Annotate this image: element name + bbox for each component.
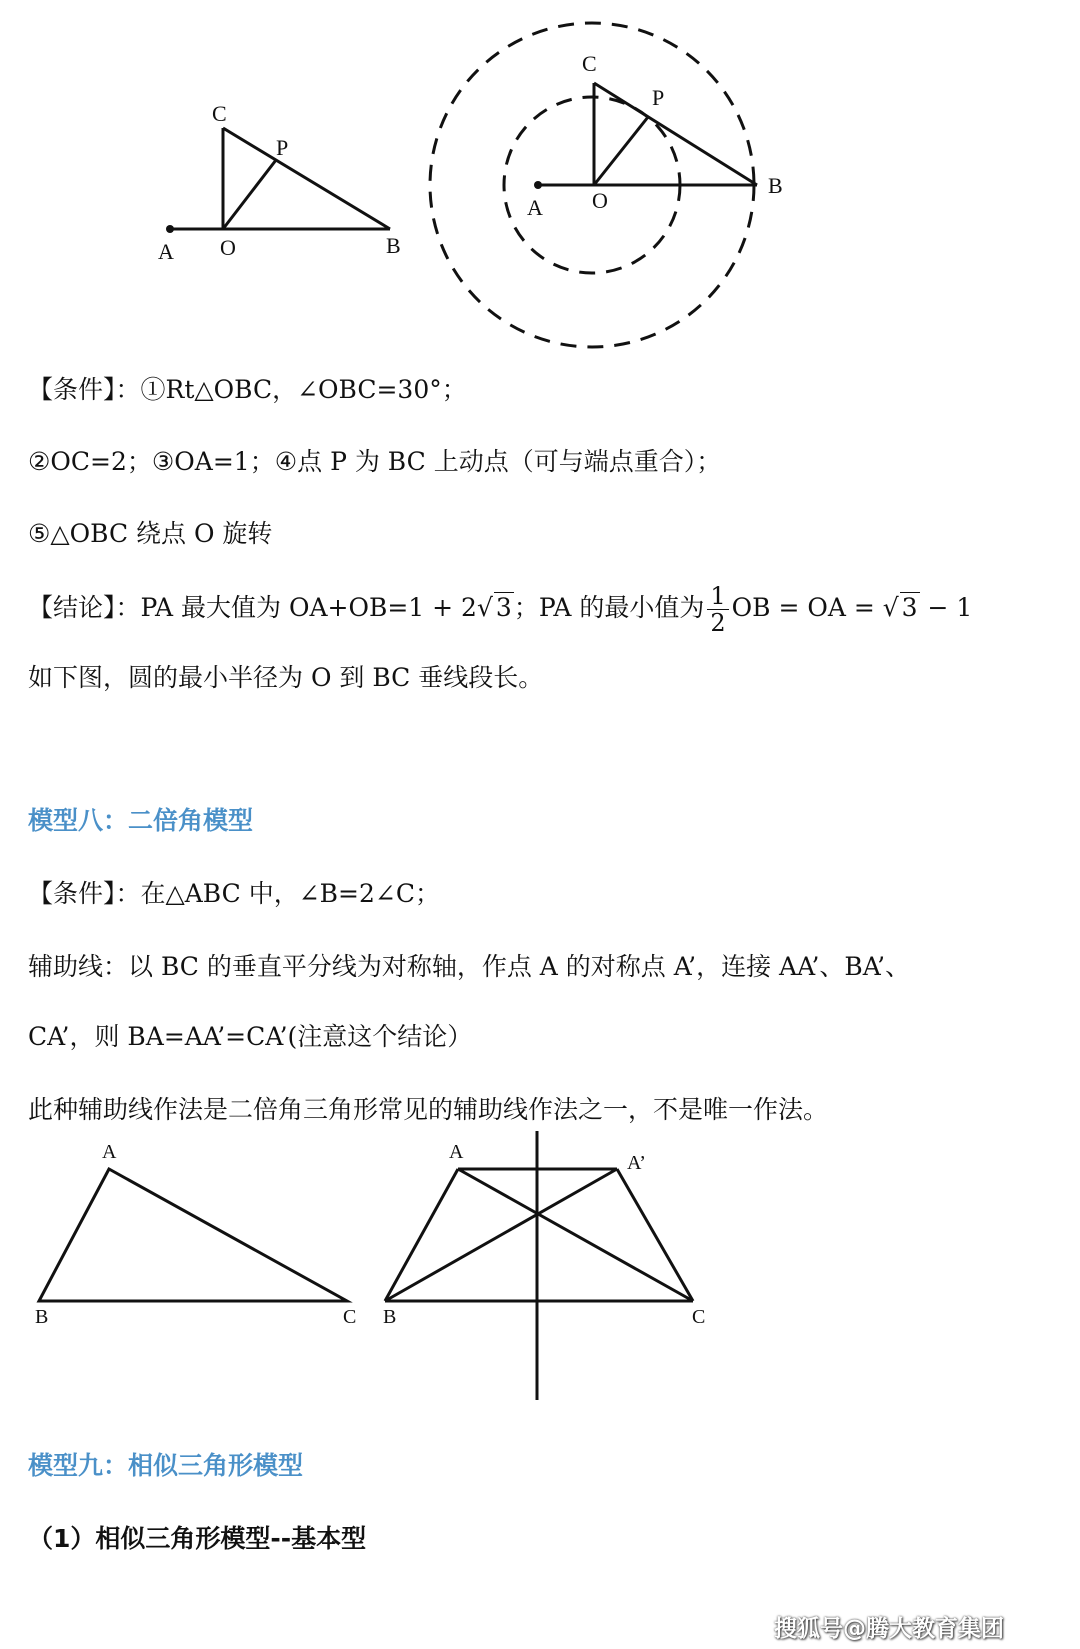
condition-label: 【条件】 bbox=[28, 375, 116, 404]
label-c: C bbox=[212, 101, 227, 126]
segment-cb bbox=[223, 128, 390, 229]
label-c: C bbox=[582, 51, 597, 76]
figure-triangle-obc bbox=[140, 95, 430, 275]
model-9-heading: 模型九：相似三角形模型 bbox=[28, 1451, 304, 1480]
figure-double-angle-triangle bbox=[25, 1135, 375, 1335]
conclusion-label: 【结论】 bbox=[28, 593, 116, 622]
sqrt-3-second: √ 3 bbox=[882, 593, 918, 622]
note-text: 如下图，圆的最小半径为 O 到 BC 垂线段长。 bbox=[28, 663, 544, 692]
remark-line bbox=[28, 1093, 1050, 1127]
conclusion-text-a: ：PA 最大值为 OA+OB=1 + 2 bbox=[115, 593, 477, 622]
label-a: A bbox=[158, 239, 174, 264]
condition-text-3: ⑤△OBC 绕点 O 旋转 bbox=[28, 519, 273, 548]
remark-text: 此种辅助线作法是二倍角三角形常见的辅助线作法之一，不是唯一作法。 bbox=[28, 1095, 829, 1124]
segment-op bbox=[223, 160, 276, 229]
triangle-abc bbox=[39, 1169, 347, 1301]
model-8-condition-label: 【条件】 bbox=[28, 879, 116, 908]
label-a: A bbox=[102, 1141, 117, 1163]
segment-op bbox=[594, 117, 648, 185]
condition-line-1 bbox=[28, 373, 1050, 407]
label-o: O bbox=[220, 235, 236, 260]
point-a-dot bbox=[534, 181, 542, 189]
label-a: A bbox=[449, 1141, 464, 1163]
label-b: B bbox=[35, 1306, 49, 1328]
segment-ac bbox=[458, 1169, 693, 1301]
figure-symmetric-construction bbox=[375, 1125, 715, 1405]
label-p: P bbox=[276, 135, 289, 160]
conclusion-text-b: ；PA 的最小值为 bbox=[513, 593, 705, 622]
conclusion-line bbox=[28, 583, 1050, 636]
aux-line-1 bbox=[28, 950, 1050, 984]
sqrt-3-first: √ 3 bbox=[476, 593, 512, 622]
model-8-condition-text: ：在△ABC 中，∠B=2∠C； bbox=[115, 879, 440, 908]
condition-line-3 bbox=[28, 517, 1050, 551]
label-a: A bbox=[527, 195, 543, 220]
condition-text-2: ②OC=2；③OA=1；④点 P 为 BC 上动点（可与端点重合）； bbox=[28, 447, 722, 476]
label-b: B bbox=[386, 233, 401, 258]
label-b: B bbox=[768, 173, 783, 198]
conclusion-text-c: OB = OA = bbox=[731, 593, 875, 622]
label-p: P bbox=[652, 85, 665, 110]
aux-text-2: CA’，则 BA=AA’=CA’(注意这个结论） bbox=[28, 1022, 473, 1051]
condition-line-2 bbox=[28, 445, 1050, 479]
condition-text-1: ：①Rt△OBC，∠OBC=30°； bbox=[115, 375, 467, 404]
note-line bbox=[28, 661, 1050, 695]
point-a-dot bbox=[166, 225, 174, 233]
fraction-one-half: $\frac{1}{2}$ bbox=[707, 583, 728, 636]
label-c: C bbox=[343, 1306, 357, 1328]
label-o: O bbox=[592, 188, 608, 213]
label-a-prime: A’ bbox=[627, 1152, 646, 1174]
segment-cb bbox=[594, 83, 757, 185]
aux-text-1: 辅助线：以 BC 的垂直平分线为对称轴，作点 A 的对称点 A’，连接 AA’、BA’、 bbox=[28, 952, 911, 981]
label-c: C bbox=[692, 1306, 706, 1328]
model-8-heading: 模型八：二倍角模型 bbox=[28, 806, 254, 835]
label-b: B bbox=[383, 1306, 397, 1328]
figure-rotation-circles bbox=[420, 15, 820, 360]
model-9-subheading: （1）相似三角形模型--基本型 bbox=[28, 1524, 367, 1553]
model-8-condition-line bbox=[28, 877, 1050, 911]
conclusion-text-d: − 1 bbox=[927, 593, 973, 622]
watermark: 搜狐号@腾大教育集团 bbox=[774, 1616, 1004, 1642]
aux-line-2 bbox=[28, 1020, 1050, 1054]
